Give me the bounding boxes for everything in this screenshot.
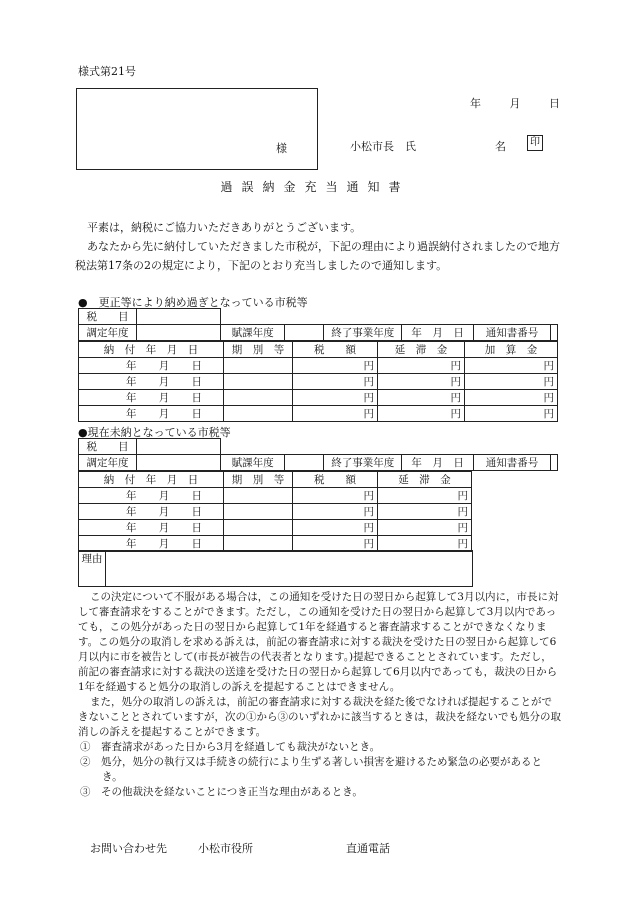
tax-item-label: 税 目 [79, 309, 137, 325]
tax-amount-cell: 円 [293, 536, 378, 552]
section2-header-table [78, 438, 558, 471]
end-year-date: 年 月 日 [402, 455, 474, 471]
section2-label: ●現在未納となっている市税等 [78, 426, 231, 439]
late-fee-cell: 円 [378, 406, 465, 422]
notice-no-value [551, 325, 558, 341]
tax-year-label: 調定年度 [79, 455, 137, 471]
payment-date-cell: 年 月 日 [79, 358, 224, 374]
tax-amount-cell: 円 [293, 374, 378, 390]
col-late-fee: 延 滞 金 [378, 472, 472, 488]
table-row [79, 374, 558, 390]
tax-amount-cell: 円 [293, 504, 378, 520]
seal-mark: 印 [527, 135, 543, 151]
appeal-notes [78, 590, 562, 800]
col-period: 期 別 等 [224, 472, 293, 488]
date-year: 年 [470, 97, 481, 110]
payment-date-cell: 年 月 日 [79, 504, 224, 520]
tax-amount-cell: 円 [293, 390, 378, 406]
payment-date-cell: 年 月 日 [79, 406, 224, 422]
intro-greeting: 平素は，納税にご協力いただきありがとうございます。 [87, 221, 362, 234]
end-year-date: 年 月 日 [402, 325, 474, 341]
tax-item-value [137, 309, 221, 325]
intro-text [75, 218, 560, 275]
table-row [79, 406, 558, 422]
issuer-title: 小松市長 氏 [350, 140, 416, 153]
inquiry-label: お問い合わせ先 [90, 842, 167, 855]
levy-year-label: 賦課年度 [221, 325, 284, 341]
table-row [79, 504, 472, 520]
col-period: 期 別 等 [224, 342, 293, 358]
late-fee-cell: 円 [378, 390, 465, 406]
end-year-label: 終了事業年度 [324, 455, 402, 471]
tax-year-label: 調定年度 [79, 325, 137, 341]
notes-paragraph-1: この決定について不服がある場合は，この通知を受けた日の翌日から起算して3月以内に，市長に対して審査請求をすることができます。ただし，この通知を受けた日の翌日から起算して3月以内であっても，この処分があった日の翌日から起算して1年を経過すると審査請求することができなくなります。この処分の取消しを求める訴えは，前記の審査請求に対する裁決を受けた日の翌日から起算して6月以内に市を被告として(市長が被告の代表者となります。)提起できることとされています。ただし，前記の審査請求に対する裁決の送達を受けた日の翌日から起算して6月以内であっても，裁決の日から1年を経過すると処分の取消しの訴えを提起することはできません。 [78, 591, 559, 693]
col-late-fee: 延 滞 金 [378, 342, 465, 358]
date-day: 日 [549, 97, 560, 110]
late-fee-cell: 円 [378, 358, 465, 374]
reason-label: 理由 [79, 551, 106, 586]
payment-date-cell: 年 月 日 [79, 536, 224, 552]
tax-item-label: 税 目 [79, 439, 137, 455]
surcharge-cell: 円 [465, 390, 558, 406]
surcharge-cell: 円 [465, 374, 558, 390]
levy-year-value [284, 325, 323, 341]
tax-year-value [137, 325, 221, 341]
payment-date-cell: 年 月 日 [79, 390, 224, 406]
tax-amount-cell: 円 [293, 406, 378, 422]
intro-body: あなたから先に納付していただきました市税が，下記の理由により過誤納付されましたので地方税法第17条の2の規定により，下記のとおり充当しましたので通知します。 [75, 240, 560, 272]
end-year-label: 終了事業年度 [324, 325, 402, 341]
tax-amount-cell: 円 [293, 520, 378, 536]
payment-date-cell: 年 月 日 [79, 520, 224, 536]
notice-no-label: 通知書番号 [473, 325, 550, 341]
late-fee-cell: 円 [378, 520, 472, 536]
tax-item-value [137, 439, 221, 455]
notes-item-1: ① 審査請求があった日から3月を経過しても裁決がないとき。 [80, 741, 381, 753]
col-tax-amount: 税 額 [293, 472, 378, 488]
notice-no-value [551, 455, 558, 471]
tax-amount-cell: 円 [293, 488, 378, 504]
table-row [79, 390, 558, 406]
tax-amount-cell: 円 [293, 358, 378, 374]
surcharge-cell: 円 [465, 358, 558, 374]
col-payment-date: 納 付 年 月 日 [79, 472, 224, 488]
section1-label: ● 更正等により納め過ぎとなっている市税等 [78, 296, 308, 309]
table-row [79, 520, 472, 536]
phone-label: 直通電話 [346, 842, 390, 855]
notes-item-3: ③ その他裁決を経ないことにつき正当な理由があるとき。 [80, 786, 363, 798]
notice-no-label: 通知書番号 [473, 455, 550, 471]
late-fee-cell: 円 [378, 536, 472, 552]
table-row [79, 358, 558, 374]
notes-item-2: ② 処分，処分の執行又は手続きの続行により生ずる著しい損害を避けるため緊急の必要があるとき。 [80, 756, 542, 783]
levy-year-value [284, 455, 323, 471]
issue-date [470, 95, 560, 111]
col-payment-date: 納 付 年 月 日 [79, 342, 224, 358]
col-surcharge: 加 算 金 [465, 342, 558, 358]
levy-year-label: 賦課年度 [221, 455, 284, 471]
issuer-name-label: 名 [495, 140, 506, 153]
section2-payment-table [78, 471, 472, 552]
late-fee-cell: 円 [378, 504, 472, 520]
section1-payment-table [78, 341, 558, 422]
office-name: 小松市役所 [198, 842, 253, 855]
surcharge-cell: 円 [465, 406, 558, 422]
late-fee-cell: 円 [378, 488, 472, 504]
reason-box [78, 550, 473, 587]
table-row [79, 488, 472, 504]
contact-footer [90, 840, 420, 856]
date-month: 月 [509, 97, 521, 110]
recipient-address-box [76, 88, 318, 170]
tax-year-value [137, 455, 221, 471]
recipient-honorific: 様 [276, 142, 287, 155]
document-title: 過誤納金充当通知書 [220, 180, 410, 194]
payment-date-cell: 年 月 日 [79, 488, 224, 504]
section1-header-table [78, 308, 558, 341]
form-number: 様式第21号 [78, 65, 136, 78]
late-fee-cell: 円 [378, 374, 465, 390]
payment-date-cell: 年 月 日 [79, 374, 224, 390]
col-tax-amount: 税 額 [293, 342, 378, 358]
notes-paragraph-2: また，処分の取消しの訴えは，前記の審査請求に対する裁決を経た後でなければ提起することができないこととされていますが，次の①から③のいずれかに該当するときは，裁決を経ないでも処分の取消しの訴えを提起することができます。 [78, 696, 561, 738]
